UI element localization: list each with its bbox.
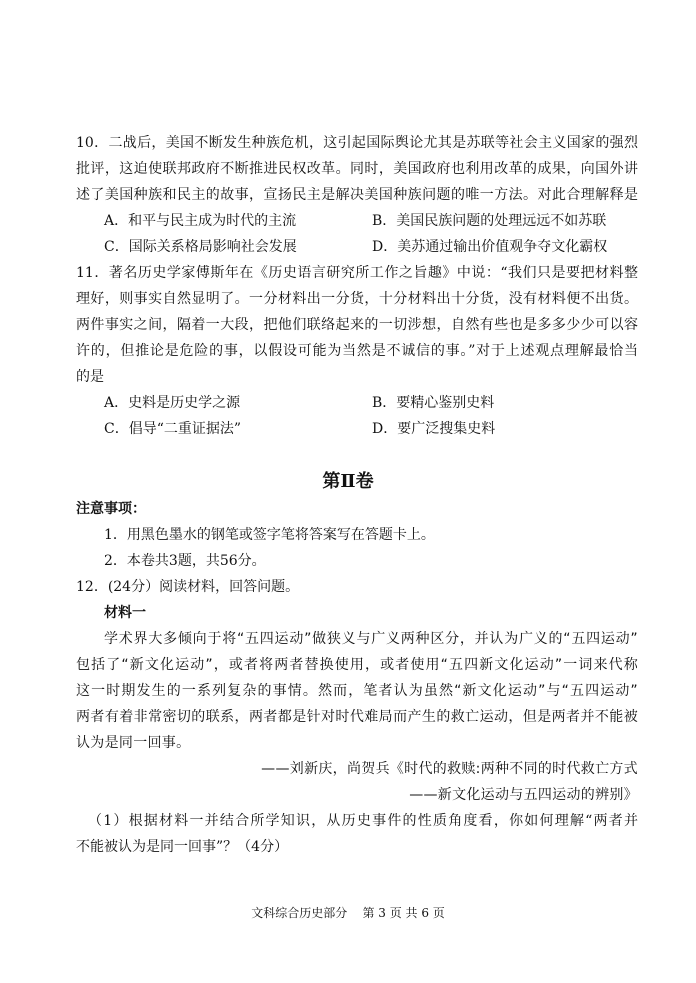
notice-heading: 注意事项： bbox=[76, 501, 146, 517]
source-citation-2: ——新文化运动与五四运动的辨别》 bbox=[409, 787, 638, 803]
q12-sub1-line-2: 不能被认为是同一回事”？（4分） bbox=[76, 839, 289, 855]
material-line-1: 学术界大多倾向于将“五四运动”做狭义与广义两种区分，并认为广义的“五四运动” bbox=[104, 631, 638, 647]
q11-line-1: 11．著名历史学家傅斯年在《历史语言研究所工作之旨趣》中说：“我们只是要把材料整 bbox=[76, 265, 638, 281]
q11-option-c: C．倡导“二重证据法” bbox=[104, 421, 242, 437]
q10-line-1: 10．二战后，美国不断发生种族危机，这引起国际舆论尤其是苏联等社会主义国家的强烈 bbox=[76, 135, 638, 151]
material-line-2: 包括了“新文化运动”，或者将两者替换使用，或者使用“五四新文化运动”一词来代称 bbox=[76, 657, 638, 673]
q12-header: 12．(24分）阅读材料，回答问题。 bbox=[76, 579, 300, 595]
q11-line-4: 许的，但推论是危险的事，以假设可能为当然是不诚信的事。”对于上述观点理解最恰当 bbox=[76, 343, 638, 359]
q11-option-b: B．要精心鉴别史料 bbox=[372, 395, 495, 411]
material-line-4: 两者有着非常密切的联系，两者都是针对时代难局而产生的救亡运动，但是两者并不能被 bbox=[76, 709, 638, 725]
material-line-3: 这一时期发生的一系列复杂的事情。然而，笔者认为虽然“新文化运动”与“五四运动” bbox=[76, 683, 638, 699]
q12-sub1-line-1: （1）根据材料一并结合所学知识，从历史事件的性质角度看，你如何理解“两者并 bbox=[88, 813, 638, 829]
page-footer: 文科综合历史部分 第 3 页 共 6 页 bbox=[251, 906, 445, 920]
q10-option-a: A．和平与民主成为时代的主流 bbox=[104, 213, 297, 229]
q11-option-d: D．要广泛搜集史料 bbox=[372, 421, 496, 437]
q10-line-3: 述了美国种族和民主的故事，宣扬民主是解决美国种族问题的唯一方法。对此合理解释是 bbox=[76, 187, 638, 203]
q10-line-2: 批评，这迫使联邦政府不断推进民权改革。同时，美国政府也利用改革的成果，向国外讲 bbox=[76, 161, 638, 177]
q11-line-3: 两件事实之间，隔着一大段，把他们联络起来的一切涉想，自然有些也是多多少少可以容 bbox=[76, 317, 638, 333]
q11-line-2: 理好，则事实自然显明了。一分材料出一分货，十分材料出十分货，没有材料便不出货。 bbox=[76, 291, 638, 307]
notice-item-1: 1．用黑色墨水的钢笔或签字笔将答案写在答题卡上。 bbox=[104, 527, 435, 543]
q10-option-b: B．美国民族问题的处理远远不如苏联 bbox=[372, 213, 607, 229]
section-title: 第Ⅱ卷 bbox=[322, 471, 374, 492]
q11-line-5: 的是 bbox=[76, 369, 104, 385]
notice-item-2: 2．本卷共3题，共56分。 bbox=[104, 553, 266, 569]
q10-option-c: C．国际关系格局影响社会发展 bbox=[104, 239, 297, 255]
source-citation-1: ——刘新庆，尚贺兵《时代的救赎:两种不同的时代救亡方式 bbox=[261, 761, 638, 777]
q10-option-d: D．美苏通过输出价值观争夺文化霸权 bbox=[372, 239, 608, 255]
q11-option-a: A．史料是历史学之源 bbox=[104, 395, 241, 411]
material-line-5: 认为是同一回事。 bbox=[76, 735, 191, 751]
material-heading: 材料一 bbox=[104, 605, 146, 621]
